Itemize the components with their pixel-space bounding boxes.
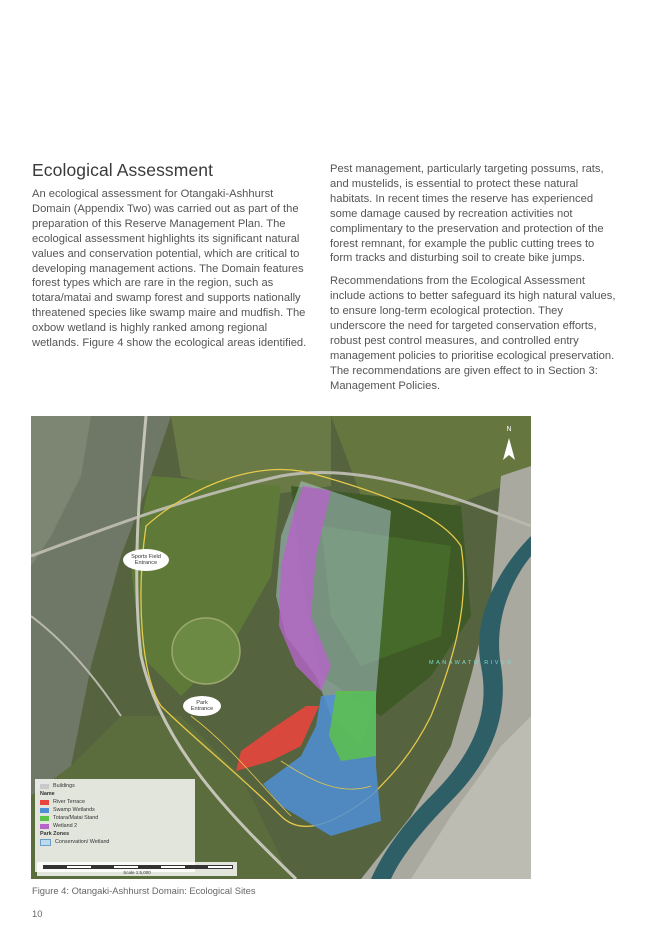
- totara-matai-swatch-icon: [40, 816, 49, 821]
- legend-item: Wetland 2: [40, 822, 190, 830]
- north-arrow: [501, 428, 517, 462]
- swamp-wetlands-swatch-icon: [40, 808, 49, 813]
- legend-item: River Terrace: [40, 798, 190, 806]
- sports-field-entrance-label: Sports Field Entrance: [123, 549, 169, 571]
- legend-buildings: Buildings: [40, 782, 190, 790]
- scale-bar: [37, 862, 237, 876]
- ecological-sites-map: [31, 416, 531, 879]
- figure-caption: Figure 4: Otangaki-Ashhurst Domain: Ecological Sites: [32, 885, 256, 896]
- legend-zones-header: Park Zones: [40, 831, 70, 837]
- legend-item: Totara/Matai Stand: [40, 814, 190, 822]
- wetland-2-swatch-icon: [40, 824, 49, 829]
- scale-bar-graphic: [43, 865, 233, 869]
- left-column: [32, 187, 312, 359]
- legend-item: Conservation/ Wetland: [40, 838, 190, 846]
- legend-item: Swamp Wetlands: [40, 806, 190, 814]
- paragraph: Recommendations from the Ecological Assessment include actions to better safeguard its high natural values, to ensure long-term ecological protection. They underscore the need for targeted conservation efforts, robust pest control measures, and controlled entry management policies to prioritise ecological preservation. The recommendations are given effect to in Section 3: Management Policies.: [330, 275, 616, 392]
- page-number: 10: [32, 908, 43, 919]
- river-terrace-swatch-icon: [40, 800, 49, 805]
- paragraph: An ecological assessment for Otangaki-Ashhurst Domain (Appendix Two) was carried out as part of the preparation of this Reserve Management Plan. The ecological assessment highlights its significant natural values and conservation potential, which are critical to developing management actions. The Domain features forest types which are rare in the region, such as totara/matai and swamp forest and supports nationally threatened species like swamp maire and mudfish. The oxbow wetland is highly ranked among regional wetlands. Figure 4 show the ecological areas identified.: [32, 188, 307, 350]
- section-heading: Ecological Assessment: [32, 160, 214, 180]
- park-entrance-label: Park Entrance: [183, 696, 221, 716]
- north-arrow-icon: [501, 428, 517, 462]
- legend-name-header: Name: [40, 791, 55, 797]
- right-column: [330, 162, 617, 402]
- conservation-swatch-icon: [40, 839, 51, 846]
- buildings-swatch-icon: [40, 784, 49, 789]
- north-label: N: [506, 426, 512, 433]
- map-legend: [35, 779, 195, 872]
- paragraph: Pest management, particularly targeting possums, rats, and mustelids, is essential to protect these natural habitats. In recent times the reserve has experienced some damage caused by recreation activities not complimentary to the preservation and protection of the forest remnant, for example the public cutting trees to form tracks and disturbing soil to create bike jumps.: [330, 163, 604, 265]
- scale-text: Scale 1:5,000: [123, 870, 151, 875]
- river-label: MANAWATU RIVER: [429, 660, 514, 666]
